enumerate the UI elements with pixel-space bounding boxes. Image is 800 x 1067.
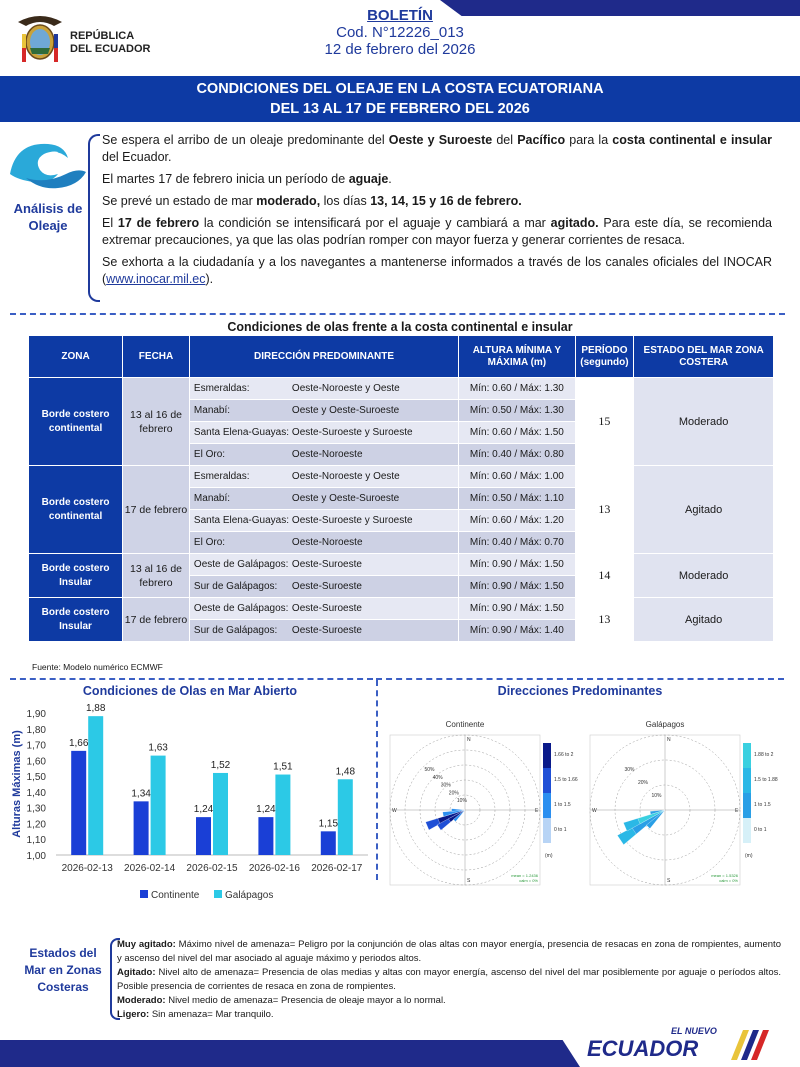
bar-galapagos xyxy=(151,756,166,855)
analysis-p5 xyxy=(102,254,772,288)
rose-scale-label: 0 to 1 xyxy=(754,827,767,833)
direction-value: Oeste-Noroeste xyxy=(291,537,363,548)
analysis-p5-text: Se exhorta a la ciudadanía y a los navegantes a mantenerse informados a través de los canales oficiales del INOCAR ( xyxy=(102,255,772,286)
rose-ring-label: 20% xyxy=(448,790,459,797)
zone-cell: Borde costero Insular xyxy=(29,598,123,642)
height-cell: Mín: 0.90 / Máx: 1.40 xyxy=(459,620,575,642)
compass-label: E xyxy=(535,808,539,814)
table-title: Condiciones de olas frente a la costa continental e insular xyxy=(227,320,573,334)
location-label: El Oro: xyxy=(193,537,226,548)
y-tick-label: 1,70 xyxy=(26,740,46,752)
bulletin-date: 12 de febrero del 2026 xyxy=(324,41,476,58)
analysis-p3 xyxy=(102,193,772,210)
republic-line1: REPÚBLICA xyxy=(70,30,135,42)
inocar-link[interactable]: www.inocar.mil.ec xyxy=(106,272,206,286)
direction-cell xyxy=(189,532,458,554)
direction-value: Oeste y Oeste-Suroeste xyxy=(291,405,400,416)
emphasis-text: 17 de febrero xyxy=(117,216,200,230)
legend-key: Muy agitado: xyxy=(117,939,176,950)
direction-value: Oeste-Noroeste y Oeste xyxy=(291,471,400,482)
height-cell: Mín: 0.40 / Máx: 0.80 xyxy=(459,444,575,466)
rose-scale-swatch xyxy=(743,743,751,768)
wave-rose-galapagos xyxy=(580,715,780,895)
period-cell: 13 xyxy=(575,466,634,554)
rose-stat: mean = 1.5326 xyxy=(711,873,738,878)
body-text: los días xyxy=(320,194,371,208)
table-row xyxy=(29,378,774,400)
legend-swatch xyxy=(214,890,222,898)
republic-name xyxy=(70,30,150,56)
height-cell: Mín: 0.60 / Máx: 1.50 xyxy=(459,422,575,444)
bar-value-label: 1,15 xyxy=(318,818,339,830)
y-tick-label: 1,80 xyxy=(26,724,46,736)
rose-scale-label: 1.88 to 2 xyxy=(754,752,774,758)
emphasis-text: Pacífico xyxy=(517,133,566,147)
date-cell: 17 de febrero xyxy=(123,598,190,642)
emphasis-text: aguaje xyxy=(348,172,389,186)
republic-line2: DEL ECUADOR xyxy=(70,43,151,55)
legend-label: Galápagos xyxy=(225,890,274,901)
column-header: PERÍODO (segundo) xyxy=(575,336,634,378)
bar-galapagos xyxy=(213,773,228,855)
rose-scale-swatch xyxy=(543,768,551,793)
location-label: Sur de Galápagos: xyxy=(193,625,278,636)
bar-value-label: 1,63 xyxy=(148,742,168,754)
rose-ring-label: 20% xyxy=(638,780,649,787)
x-tick-label: 2026-02-14 xyxy=(124,863,176,874)
sea-state-cell: Agitado xyxy=(634,598,774,642)
body-text: para la xyxy=(565,133,613,147)
direction-value: Oeste-Noroeste xyxy=(291,449,363,460)
direction-value: Oeste-Suroeste xyxy=(291,581,362,592)
compass-label: S xyxy=(467,878,471,884)
direction-cell xyxy=(189,510,458,532)
brand-big: ECUADOR xyxy=(587,1036,699,1061)
y-tick-label: 1,10 xyxy=(26,835,46,847)
legend-key: Agitado: xyxy=(117,967,156,978)
analysis-p4 xyxy=(102,215,772,249)
bar-chart-title: Condiciones de Olas en Mar Abierto xyxy=(82,684,298,698)
rose-ring-label: 40% xyxy=(432,774,443,781)
body-text: Se prevé un estado de mar xyxy=(102,194,257,208)
rose-ring-label: 30% xyxy=(624,767,635,774)
legend-desc: Sin amenaza= Mar tranquilo. xyxy=(149,1009,274,1020)
table-header-row xyxy=(29,336,774,378)
legend-item xyxy=(117,966,781,994)
direction-value: Oeste-Suroeste y Suroeste xyxy=(291,427,413,438)
body-text: . xyxy=(388,172,392,186)
sea-states-label: Estados del Mar en Zonas Costeras xyxy=(24,946,102,994)
bar-continente xyxy=(134,801,149,855)
body-text: El xyxy=(102,216,118,230)
bar-value-label: 1,52 xyxy=(210,759,231,771)
rose-scale-swatch xyxy=(743,768,751,793)
sea-state-cell: Agitado xyxy=(634,466,774,554)
rose-scale-label: 1.5 to 1.66 xyxy=(554,777,578,783)
sea-states-legend xyxy=(117,938,781,1022)
table-row xyxy=(29,554,774,576)
x-tick-label: 2026-02-13 xyxy=(61,863,113,874)
analysis-text xyxy=(102,132,772,293)
analysis-bracket xyxy=(88,134,100,302)
directions-title: Direcciones Predominantes xyxy=(497,684,663,698)
rose-ring-label: 10% xyxy=(651,793,662,800)
table-body xyxy=(29,378,774,642)
bottom-decorative-bar xyxy=(0,1040,580,1067)
emphasis-text: Oeste y Suroeste xyxy=(388,133,493,147)
height-cell: Mín: 0.50 / Máx: 1.30 xyxy=(459,400,575,422)
bar-continente xyxy=(71,751,86,855)
height-cell: Mín: 0.90 / Máx: 1.50 xyxy=(459,598,575,620)
x-tick-label: 2026-02-15 xyxy=(186,863,238,874)
rose-scale-swatch xyxy=(743,793,751,818)
compass-label: S xyxy=(667,878,671,884)
rose-stat: calm = 0% xyxy=(519,878,538,883)
rose-scale-swatch xyxy=(743,818,751,843)
x-tick-label: 2026-02-16 xyxy=(248,863,300,874)
sea-state-cell: Moderado xyxy=(634,554,774,598)
y-tick-label: 1,30 xyxy=(26,803,46,815)
location-label: Sur de Galápagos: xyxy=(193,581,278,592)
direction-cell xyxy=(189,444,458,466)
legend-key: Moderado: xyxy=(117,995,166,1006)
compass-label: W xyxy=(592,808,597,814)
rose-scale-unit: (m) xyxy=(545,853,553,859)
body-text: Se espera el arribo de un oleaje predominante del xyxy=(102,133,389,147)
analysis-p1 xyxy=(102,132,772,166)
rose-scale-label: 1.66 to 2 xyxy=(554,752,574,758)
legend-swatch xyxy=(140,890,148,898)
height-cell: Mín: 0.60 / Máx: 1.00 xyxy=(459,466,575,488)
zone-cell: Borde costero continental xyxy=(29,378,123,466)
wave-icon xyxy=(6,134,90,194)
location-label: Manabí: xyxy=(193,405,231,416)
compass-label: E xyxy=(735,808,739,814)
x-tick-label: 2026-02-17 xyxy=(311,863,363,874)
bar-value-label: 1,24 xyxy=(193,804,214,816)
column-header: ALTURA MÍNIMA Y MÁXIMA (m) xyxy=(459,336,575,378)
direction-cell xyxy=(189,422,458,444)
direction-cell xyxy=(189,400,458,422)
bar-continente xyxy=(258,817,273,855)
body-text: del Ecuador. xyxy=(102,150,172,164)
bulletin-code: Cod. N°12226_013 xyxy=(336,24,464,41)
bar-value-label: 1,51 xyxy=(273,761,293,773)
legend-item xyxy=(117,994,781,1008)
section-divider xyxy=(10,313,785,315)
y-tick-label: 1,90 xyxy=(26,709,46,720)
rose-stat: calm = 0% xyxy=(719,878,738,883)
body-text: del xyxy=(492,133,518,147)
location-label: Oeste de Galápagos: xyxy=(193,603,289,614)
bar-galapagos xyxy=(88,716,103,855)
bar-value-label: 1,48 xyxy=(335,766,356,778)
emphasis-text: moderado, xyxy=(256,194,321,208)
rose-title: Galápagos xyxy=(645,720,685,729)
rose-scale-swatch xyxy=(543,818,551,843)
body-text: El martes 17 de febrero inicia un período de xyxy=(102,172,349,186)
rose-scale-label: 1 to 1.5 xyxy=(754,802,771,808)
y-axis-label: Alturas Máximas (m) xyxy=(11,730,23,838)
y-tick-label: 1,40 xyxy=(26,787,46,799)
wave-height-bar-chart xyxy=(8,700,372,910)
bar-continente xyxy=(196,817,211,855)
zone-cell: Borde costero Insular xyxy=(29,554,123,598)
y-tick-label: 1,60 xyxy=(26,756,46,768)
compass-label: W xyxy=(392,808,397,814)
direction-value: Oeste-Suroeste xyxy=(291,559,362,570)
column-header: ESTADO DEL MAR ZONA COSTERA xyxy=(634,336,774,378)
date-cell: 17 de febrero xyxy=(123,466,190,554)
table-row xyxy=(29,466,774,488)
location-label: El Oro: xyxy=(193,449,226,460)
direction-cell xyxy=(189,554,458,576)
analysis-p2 xyxy=(102,171,772,188)
chart-divider-vertical xyxy=(376,680,378,880)
bar-value-label: 1,66 xyxy=(68,737,89,749)
wave-rose-continente xyxy=(380,715,580,895)
rose-scale-label: 1 to 1.5 xyxy=(554,802,571,808)
bar-value-label: 1,34 xyxy=(131,788,151,800)
height-cell: Mín: 0.90 / Máx: 1.50 xyxy=(459,576,575,598)
rose-ring-label: 50% xyxy=(424,767,435,774)
direction-cell xyxy=(189,576,458,598)
rose-scale-swatch xyxy=(543,743,551,768)
bar-value-label: 1,88 xyxy=(85,703,106,715)
location-label: Manabí: xyxy=(193,493,231,504)
period-cell: 15 xyxy=(575,378,634,466)
rose-scale-label: 0 to 1 xyxy=(554,827,567,833)
bar-continente xyxy=(321,831,336,855)
emphasis-text: 13, 14, 15 y 16 de febrero. xyxy=(370,194,522,208)
location-label: Esmeraldas: xyxy=(193,383,250,394)
height-cell: Mín: 0.90 / Máx: 1.50 xyxy=(459,554,575,576)
body-text: Para este día, se recomienda extremar precauciones, ya que las olas podrían romper con mayor fuerza y generar corrientes de resaca. xyxy=(102,216,772,247)
analysis-p5-end: ). xyxy=(205,272,214,286)
direction-value: Oeste-Suroeste y Suroeste xyxy=(291,515,413,526)
y-tick-label: 1,20 xyxy=(26,819,46,831)
legend-desc: Nivel alto de amenaza= Presencia de olas medias y altas con mayor energía, ascenso del nivel del mar posiblemente por aguaje o períodos altos. Posible presencia de corrientes de resaca en zona de rompientes. xyxy=(117,967,781,992)
bulletin-label: BOLETÍN xyxy=(367,7,433,24)
legend-desc: Nivel medio de amenaza= Presencia de oleaje mayor a lo normal. xyxy=(165,995,446,1006)
location-label: Esmeraldas: xyxy=(193,471,250,482)
data-source: Fuente: Modelo numérico ECMWF xyxy=(32,662,163,672)
height-cell: Mín: 0.60 / Máx: 1.20 xyxy=(459,510,575,532)
height-cell: Mín: 0.40 / Máx: 0.70 xyxy=(459,532,575,554)
body-text: la condición se intensificará por el aguaje y cambiará a mar xyxy=(199,216,551,230)
analysis-label: Análisis de Oleaje xyxy=(13,201,83,233)
compass-label: N xyxy=(667,737,671,743)
chart-divider-left xyxy=(10,678,373,680)
direction-value: Oeste-Suroeste xyxy=(291,625,362,636)
date-cell: 13 al 16 de febrero xyxy=(123,378,190,466)
bulletin-info xyxy=(300,7,500,58)
sea-state-cell: Moderado xyxy=(634,378,774,466)
rose-scale-unit: (m) xyxy=(745,853,753,859)
direction-cell xyxy=(189,488,458,510)
column-header: ZONA xyxy=(29,336,123,378)
legend-item xyxy=(117,938,781,966)
period-cell: 13 xyxy=(575,598,634,642)
table-row xyxy=(29,598,774,620)
emphasis-text: costa continental e insular xyxy=(612,133,772,147)
rose-ring-label: 10% xyxy=(456,798,467,805)
y-tick-label: 1,00 xyxy=(26,851,46,862)
height-cell: Mín: 0.50 / Máx: 1.10 xyxy=(459,488,575,510)
period-cell: 14 xyxy=(575,554,634,598)
date-cell: 13 al 16 de febrero xyxy=(123,554,190,598)
rose-scale-label: 1.5 to 1.88 xyxy=(754,777,778,783)
height-cell: Mín: 0.60 / Máx: 1.30 xyxy=(459,378,575,400)
zone-cell: Borde costero continental xyxy=(29,466,123,554)
legend-key: Ligero: xyxy=(117,1009,150,1020)
rose-stat: mean = 1.2436 xyxy=(511,873,538,878)
direction-value: Oeste-Suroeste xyxy=(291,603,362,614)
direction-value: Oeste y Oeste-Suroeste xyxy=(291,493,400,504)
bar-galapagos xyxy=(275,775,290,855)
title-line2: DEL 13 AL 17 DE FEBRERO DEL 2026 xyxy=(270,101,530,117)
y-tick-label: 1,50 xyxy=(26,772,46,784)
compass-label: N xyxy=(467,737,471,743)
location-label: Santa Elena-Guayas: xyxy=(193,515,289,526)
bar-galapagos xyxy=(338,779,353,855)
chart-divider-right xyxy=(376,678,784,680)
column-header: FECHA xyxy=(123,336,190,378)
rose-scale-swatch xyxy=(543,793,551,818)
title-banner xyxy=(0,76,800,122)
title-line1: CONDICIONES DEL OLEAJE EN LA COSTA ECUATORIANA xyxy=(196,81,604,97)
rose-ring-label: 30% xyxy=(440,782,451,789)
direction-cell xyxy=(189,378,458,400)
location-label: Oeste de Galápagos: xyxy=(193,559,289,570)
bar-value-label: 1,24 xyxy=(256,804,276,816)
direction-cell xyxy=(189,466,458,488)
emphasis-text: agitado. xyxy=(550,216,599,230)
direction-cell xyxy=(189,620,458,642)
column-header: DIRECCIÓN PREDOMINANTE xyxy=(189,336,458,378)
wave-conditions-table xyxy=(28,335,774,642)
direction-cell xyxy=(189,598,458,620)
coat-of-arms-icon xyxy=(14,12,66,66)
legend-label: Continente xyxy=(151,890,200,901)
el-nuevo-ecuador-logo xyxy=(583,1022,783,1062)
legend-item xyxy=(117,1008,781,1022)
direction-value: Oeste-Noroeste y Oeste xyxy=(291,383,400,394)
brand-small: EL NUEVO xyxy=(671,1026,717,1036)
rose-title: Continente xyxy=(445,720,485,729)
legend-desc: Máximo nivel de amenaza= Peligro por la conjunción de olas altas con mayor energía, presencia de resacas en zona de rompientes, aumento y ascenso del nivel del mar asociado al aguaje máximo y periodos altos. xyxy=(117,939,781,964)
location-label: Santa Elena-Guayas: xyxy=(193,427,289,438)
